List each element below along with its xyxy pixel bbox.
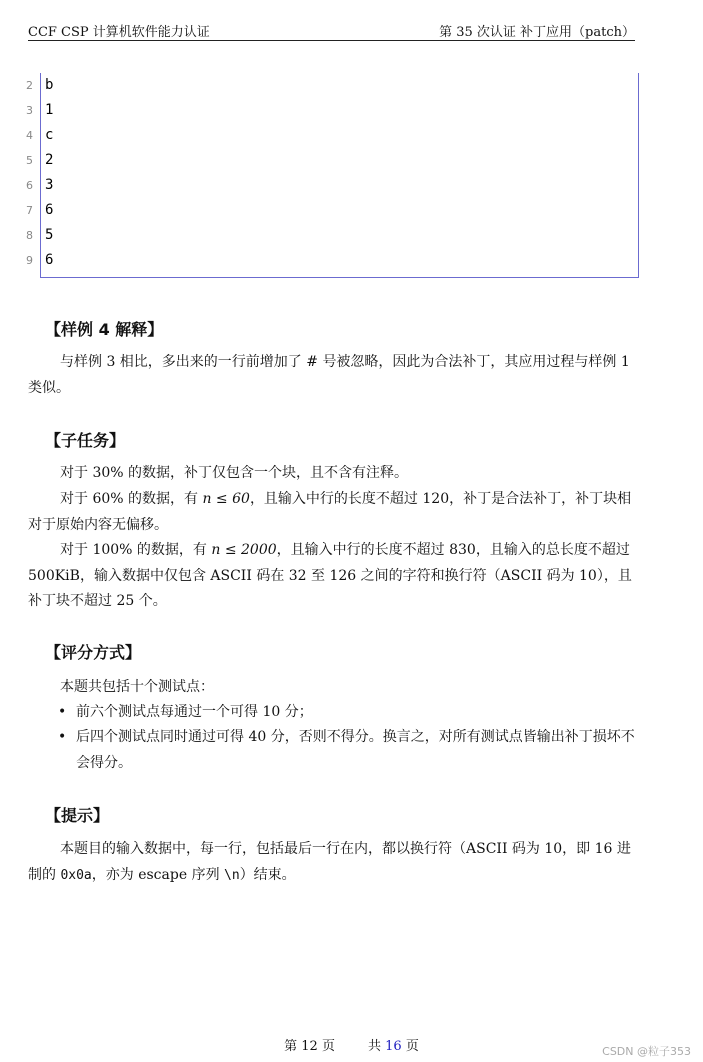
line-number: 3 <box>26 104 33 117</box>
bullet-dot: • <box>58 704 67 720</box>
subtask-3-math: n ≤ 2000 <box>211 542 277 558</box>
code-text: 5 <box>45 227 54 243</box>
total-pages-link[interactable]: 16 <box>385 1039 402 1054</box>
subtask-2-text-b: ，且输入中行的长度不超过 120，补丁是合法补丁，补丁块相对于原始内容无偏移。 <box>28 491 632 533</box>
code-text: 3 <box>45 177 54 193</box>
header-left: CCF CSP 计算机软件能力认证 <box>28 25 210 40</box>
page-number: 第 12 页 <box>284 1039 335 1054</box>
subtask-2-math: n ≤ 60 <box>202 491 250 507</box>
line-number: 4 <box>26 129 33 142</box>
sample4-title: 【样例 4 解释】 <box>45 320 164 339</box>
subtask-3-text-a: 对于 100% 的数据，有 <box>60 542 212 558</box>
subtask-paragraph-1: 对于 30% 的数据，补丁仅包含一个块，且不含有注释。 <box>60 465 409 481</box>
code-text: c <box>45 127 54 143</box>
header-right: 第 35 次认证 补丁应用（patch） <box>439 25 635 40</box>
total-suffix: 页 <box>401 1039 419 1054</box>
line-number: 9 <box>26 254 33 267</box>
bullet-dot: • <box>58 729 67 745</box>
hint-text-c: ）结束。 <box>239 866 296 883</box>
code-text: 6 <box>45 202 54 218</box>
subtask-3-text-b: ，且输入中行的长度不超过 830，且输入的总长度不超过 500KiB，输入数据中仅包含 ASCII 码在 32 至 126 之间的字符和换行符（ASCII 码为 10），且补丁块不超过 25 个。 <box>28 542 632 609</box>
code-block <box>26 73 639 278</box>
bullet-text: 后四个测试点同时通过可得 40 分，否则不得分。换言之，对所有测试点皆输出补丁损坏不会得分。 <box>76 729 635 771</box>
scoring-title: 【评分方式】 <box>45 643 142 662</box>
line-number: 5 <box>26 154 33 167</box>
watermark: CSDN @粒子353 <box>602 1045 691 1058</box>
bullet-text: 前六个测试点每通过一个可得 10 分； <box>76 704 313 720</box>
total-prefix: 共 <box>368 1039 386 1054</box>
hint-title: 【提示】 <box>45 806 110 825</box>
code-text: 2 <box>45 152 54 168</box>
hint-code-hex: 0x0a <box>60 867 92 883</box>
scoring-intro: 本题共包括十个测试点： <box>60 679 214 695</box>
line-number: 2 <box>26 79 33 92</box>
code-text: 6 <box>45 252 54 268</box>
hint-paragraph <box>28 837 636 888</box>
code-text: b <box>45 77 54 93</box>
hint-text-a: 本题目的输入数据中，每一行，包括最后一行在内，都以换行符（ASCII 码为 10，即 16 进制的 <box>28 841 631 883</box>
subtask-2-text-a: 对于 60% 的数据，有 <box>60 491 203 507</box>
subtask-paragraph-3 <box>28 538 636 615</box>
page-footer <box>0 1035 703 1054</box>
subtasks-title: 【子任务】 <box>45 431 126 450</box>
line-number: 6 <box>26 179 33 192</box>
line-number: 7 <box>26 204 33 217</box>
hint-code-escape: \n <box>224 867 240 883</box>
code-text: 1 <box>45 102 54 118</box>
hint-text-b: ，亦为 escape 序列 <box>91 866 225 883</box>
sample4-text: 与样例 3 相比，多出来的一行前增加了 # 号被忽略，因此为合法补丁，其应用过程与样例 1 类似。 <box>28 354 630 396</box>
page-header <box>28 18 635 41</box>
line-number: 8 <box>26 229 33 242</box>
subtask-paragraph-2 <box>28 487 636 538</box>
